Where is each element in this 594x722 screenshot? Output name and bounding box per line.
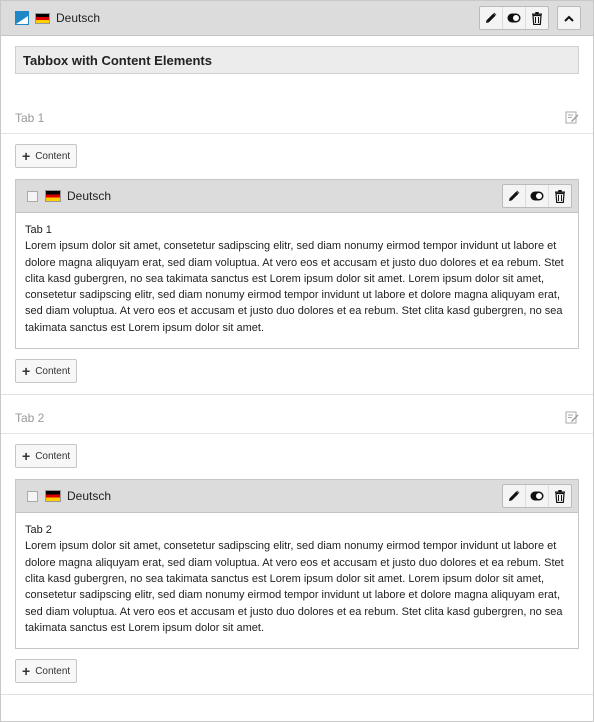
- tab-label: Tab 2: [15, 411, 45, 426]
- edit-content-button[interactable]: [503, 185, 525, 207]
- german-flag-icon: [45, 490, 61, 502]
- pencil-icon: [508, 490, 520, 502]
- element-language-label: Deutsch: [56, 11, 101, 25]
- card-action-buttons: [502, 484, 572, 508]
- delete-content-button[interactable]: [548, 485, 571, 507]
- tab-header-1: [1, 103, 593, 134]
- content-card-header: [16, 180, 578, 213]
- toggle-visibility-icon: [507, 13, 521, 23]
- add-content-label: Content: [35, 450, 71, 462]
- divider: [1, 694, 593, 695]
- content-card-body: [16, 513, 578, 648]
- card-language-label: Deutsch: [67, 189, 112, 203]
- toggle-visibility-button[interactable]: [502, 7, 525, 29]
- card-language-label: Deutsch: [67, 489, 112, 504]
- delete-content-button[interactable]: [548, 185, 571, 207]
- pencil-icon: [485, 12, 497, 24]
- element-header: [1, 1, 593, 36]
- add-content-button[interactable]: [15, 659, 77, 683]
- delete-element-button[interactable]: [525, 7, 548, 29]
- add-content-button[interactable]: [15, 444, 77, 468]
- content-card-1: [15, 179, 579, 349]
- plus-icon: +: [22, 448, 31, 465]
- element-title: Tabbox with Content Elements: [15, 46, 579, 74]
- card-action-buttons: [502, 184, 572, 208]
- select-checkbox[interactable]: [27, 191, 38, 202]
- plus-icon: +: [22, 148, 31, 164]
- trash-icon: [554, 190, 566, 203]
- content-card-body: [16, 213, 578, 348]
- content-text: Lorem ipsum dolor sit amet, consetetur sadipscing elitr, sed diam nonumy eirmod tempor invidunt ut labore et dolore magna aliquyam erat, sed diam voluptua. At vero eos et accusam et justo duo dolores et ea rebum. Stet clita kasd gubergren, no sea takimata sanctus est Lorem ipsum dolor sit amet. Lorem ipsum dolor sit amet, consetetur sadipscing elitr, sed diam nonumy eirmod tempor invidunt ut labore et dolore magna aliquyam erat, sed diam voluptua. At vero eos et accusam et justo duo dolores et ea rebum. Stet clita kasd gubergren, no sea takimata sanctus est Lorem ipsum dolor sit amet.: [25, 240, 564, 334]
- german-flag-icon: [35, 13, 50, 24]
- content-card-header: [16, 480, 578, 513]
- tabbox-content-type-icon: [15, 11, 29, 25]
- trash-icon: [554, 490, 566, 503]
- content-heading: Tab 1: [25, 224, 52, 236]
- edit-tab-button[interactable]: [565, 410, 579, 427]
- content-heading: Tab 2: [25, 524, 52, 537]
- edit-note-icon: [565, 410, 579, 424]
- toggle-visibility-icon: [530, 191, 544, 201]
- toggle-visibility-icon: [530, 491, 544, 501]
- edit-tab-button[interactable]: [565, 110, 579, 127]
- edit-element-button[interactable]: [480, 7, 502, 29]
- tab-header-2: [1, 403, 593, 434]
- add-content-button[interactable]: [15, 144, 77, 168]
- add-content-label: Content: [35, 150, 71, 162]
- tab-label: Tab 1: [15, 111, 45, 125]
- collapse-element-button[interactable]: [557, 6, 581, 30]
- trash-icon: [531, 12, 543, 25]
- plus-icon: +: [22, 363, 31, 380]
- add-content-label: Content: [35, 365, 71, 377]
- edit-note-icon: [565, 110, 579, 124]
- element-action-buttons: [479, 6, 549, 30]
- edit-content-button[interactable]: [503, 485, 525, 507]
- toggle-visibility-button[interactable]: [525, 185, 548, 207]
- german-flag-icon: [45, 190, 61, 202]
- plus-icon: +: [22, 663, 31, 680]
- add-content-label: Content: [35, 665, 71, 677]
- content-card-2: [15, 479, 579, 649]
- toggle-visibility-button[interactable]: [525, 485, 548, 507]
- chevron-up-icon: [564, 15, 574, 22]
- content-text: Lorem ipsum dolor sit amet, consetetur sadipscing elitr, sed diam nonumy eirmod tempor invidunt ut labore et dolore magna aliquyam erat, sed diam voluptua. At vero eos et accusam et justo duo dolores et ea rebum. Stet clita kasd gubergren, no sea takimata sanctus est Lorem ipsum dolor sit amet. Lorem ipsum dolor sit amet, consetetur sadipscing elitr, sed diam nonumy eirmod tempor invidunt ut labore et dolore magna aliquyam erat, sed diam voluptua. At vero eos et accusam et justo duo dolores et ea rebum. Stet clita kasd gubergren, no sea takimata sanctus est Lorem ipsum dolor sit amet.: [25, 540, 564, 634]
- pencil-icon: [508, 190, 520, 202]
- select-checkbox[interactable]: [27, 491, 38, 502]
- add-content-button[interactable]: [15, 359, 77, 383]
